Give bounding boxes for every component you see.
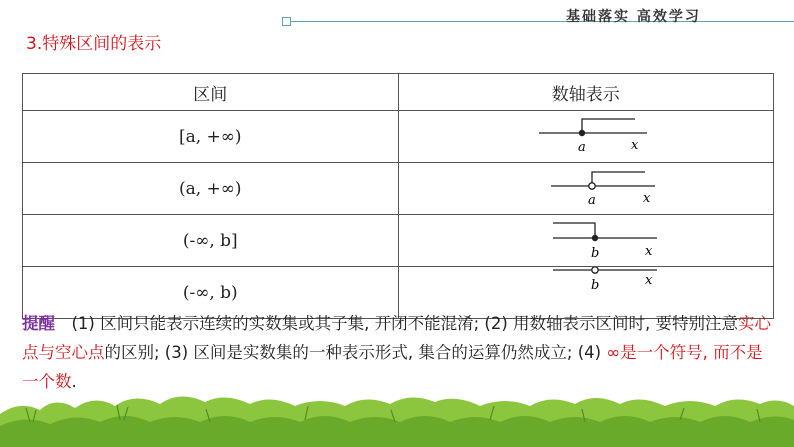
interval-text: (-∞, b] — [182, 230, 238, 251]
axis-label: x — [630, 138, 638, 153]
point-label: a — [587, 193, 596, 208]
tip-text-3: . — [71, 372, 77, 391]
tip-text-2: 的区别; (3) 区间是实数集的一种表示形式, 集合的运算仍然成立; (4) — [104, 343, 607, 362]
interval-text: (-∞, b) — [182, 282, 238, 303]
interval-cell — [23, 215, 399, 267]
tip-text-1: (1) 区间只能表示连续的实数集或其子集, 开闭不能混淆; (2) 用数轴表示区间时, 要特别注意 — [55, 314, 739, 333]
header-square-icon — [282, 17, 291, 26]
header-number-line: 数轴表示 — [398, 74, 774, 111]
interval-text: (a, +∞) — [178, 178, 242, 199]
solid-point-icon — [578, 130, 584, 136]
point-label: a — [577, 140, 586, 155]
solid-point-icon — [591, 235, 597, 241]
number-line-closed-left-icon — [399, 215, 792, 266]
interval-table — [22, 73, 774, 319]
table-row — [23, 111, 774, 163]
axis-label: x — [642, 191, 650, 206]
table-header-row — [23, 74, 774, 111]
interval-text: [a, +∞) — [178, 126, 242, 147]
interval-cell — [23, 111, 399, 163]
table-row — [23, 215, 774, 267]
tip-label: 提醒 — [22, 314, 55, 333]
header-banner: 基础落实 高效学习 — [566, 9, 701, 25]
hollow-point-icon — [591, 267, 597, 273]
point-label: b — [590, 278, 599, 293]
header-interval: 区间 — [23, 74, 399, 111]
section-title: 3.特殊区间的表示 — [26, 34, 162, 54]
point-label: b — [590, 246, 599, 261]
table-row — [23, 163, 774, 215]
interval-cell — [23, 163, 399, 215]
header-rule — [286, 21, 794, 22]
number-line-open-right-icon — [399, 163, 792, 214]
number-line-closed-right-icon — [399, 111, 792, 162]
axis-label: x — [644, 273, 652, 288]
tip-highlight-1: 实心点与空心点 — [22, 314, 772, 362]
tip-paragraph — [22, 309, 774, 396]
grass-decoration-icon — [0, 392, 794, 447]
tip-highlight-2: ∞是一个符号, 而不是一个数 — [22, 343, 763, 391]
hollow-point-icon — [588, 183, 594, 189]
number-line-cell — [398, 215, 774, 267]
number-line-cell — [398, 111, 774, 163]
axis-label: x — [644, 244, 652, 259]
number-line-cell — [398, 163, 774, 215]
